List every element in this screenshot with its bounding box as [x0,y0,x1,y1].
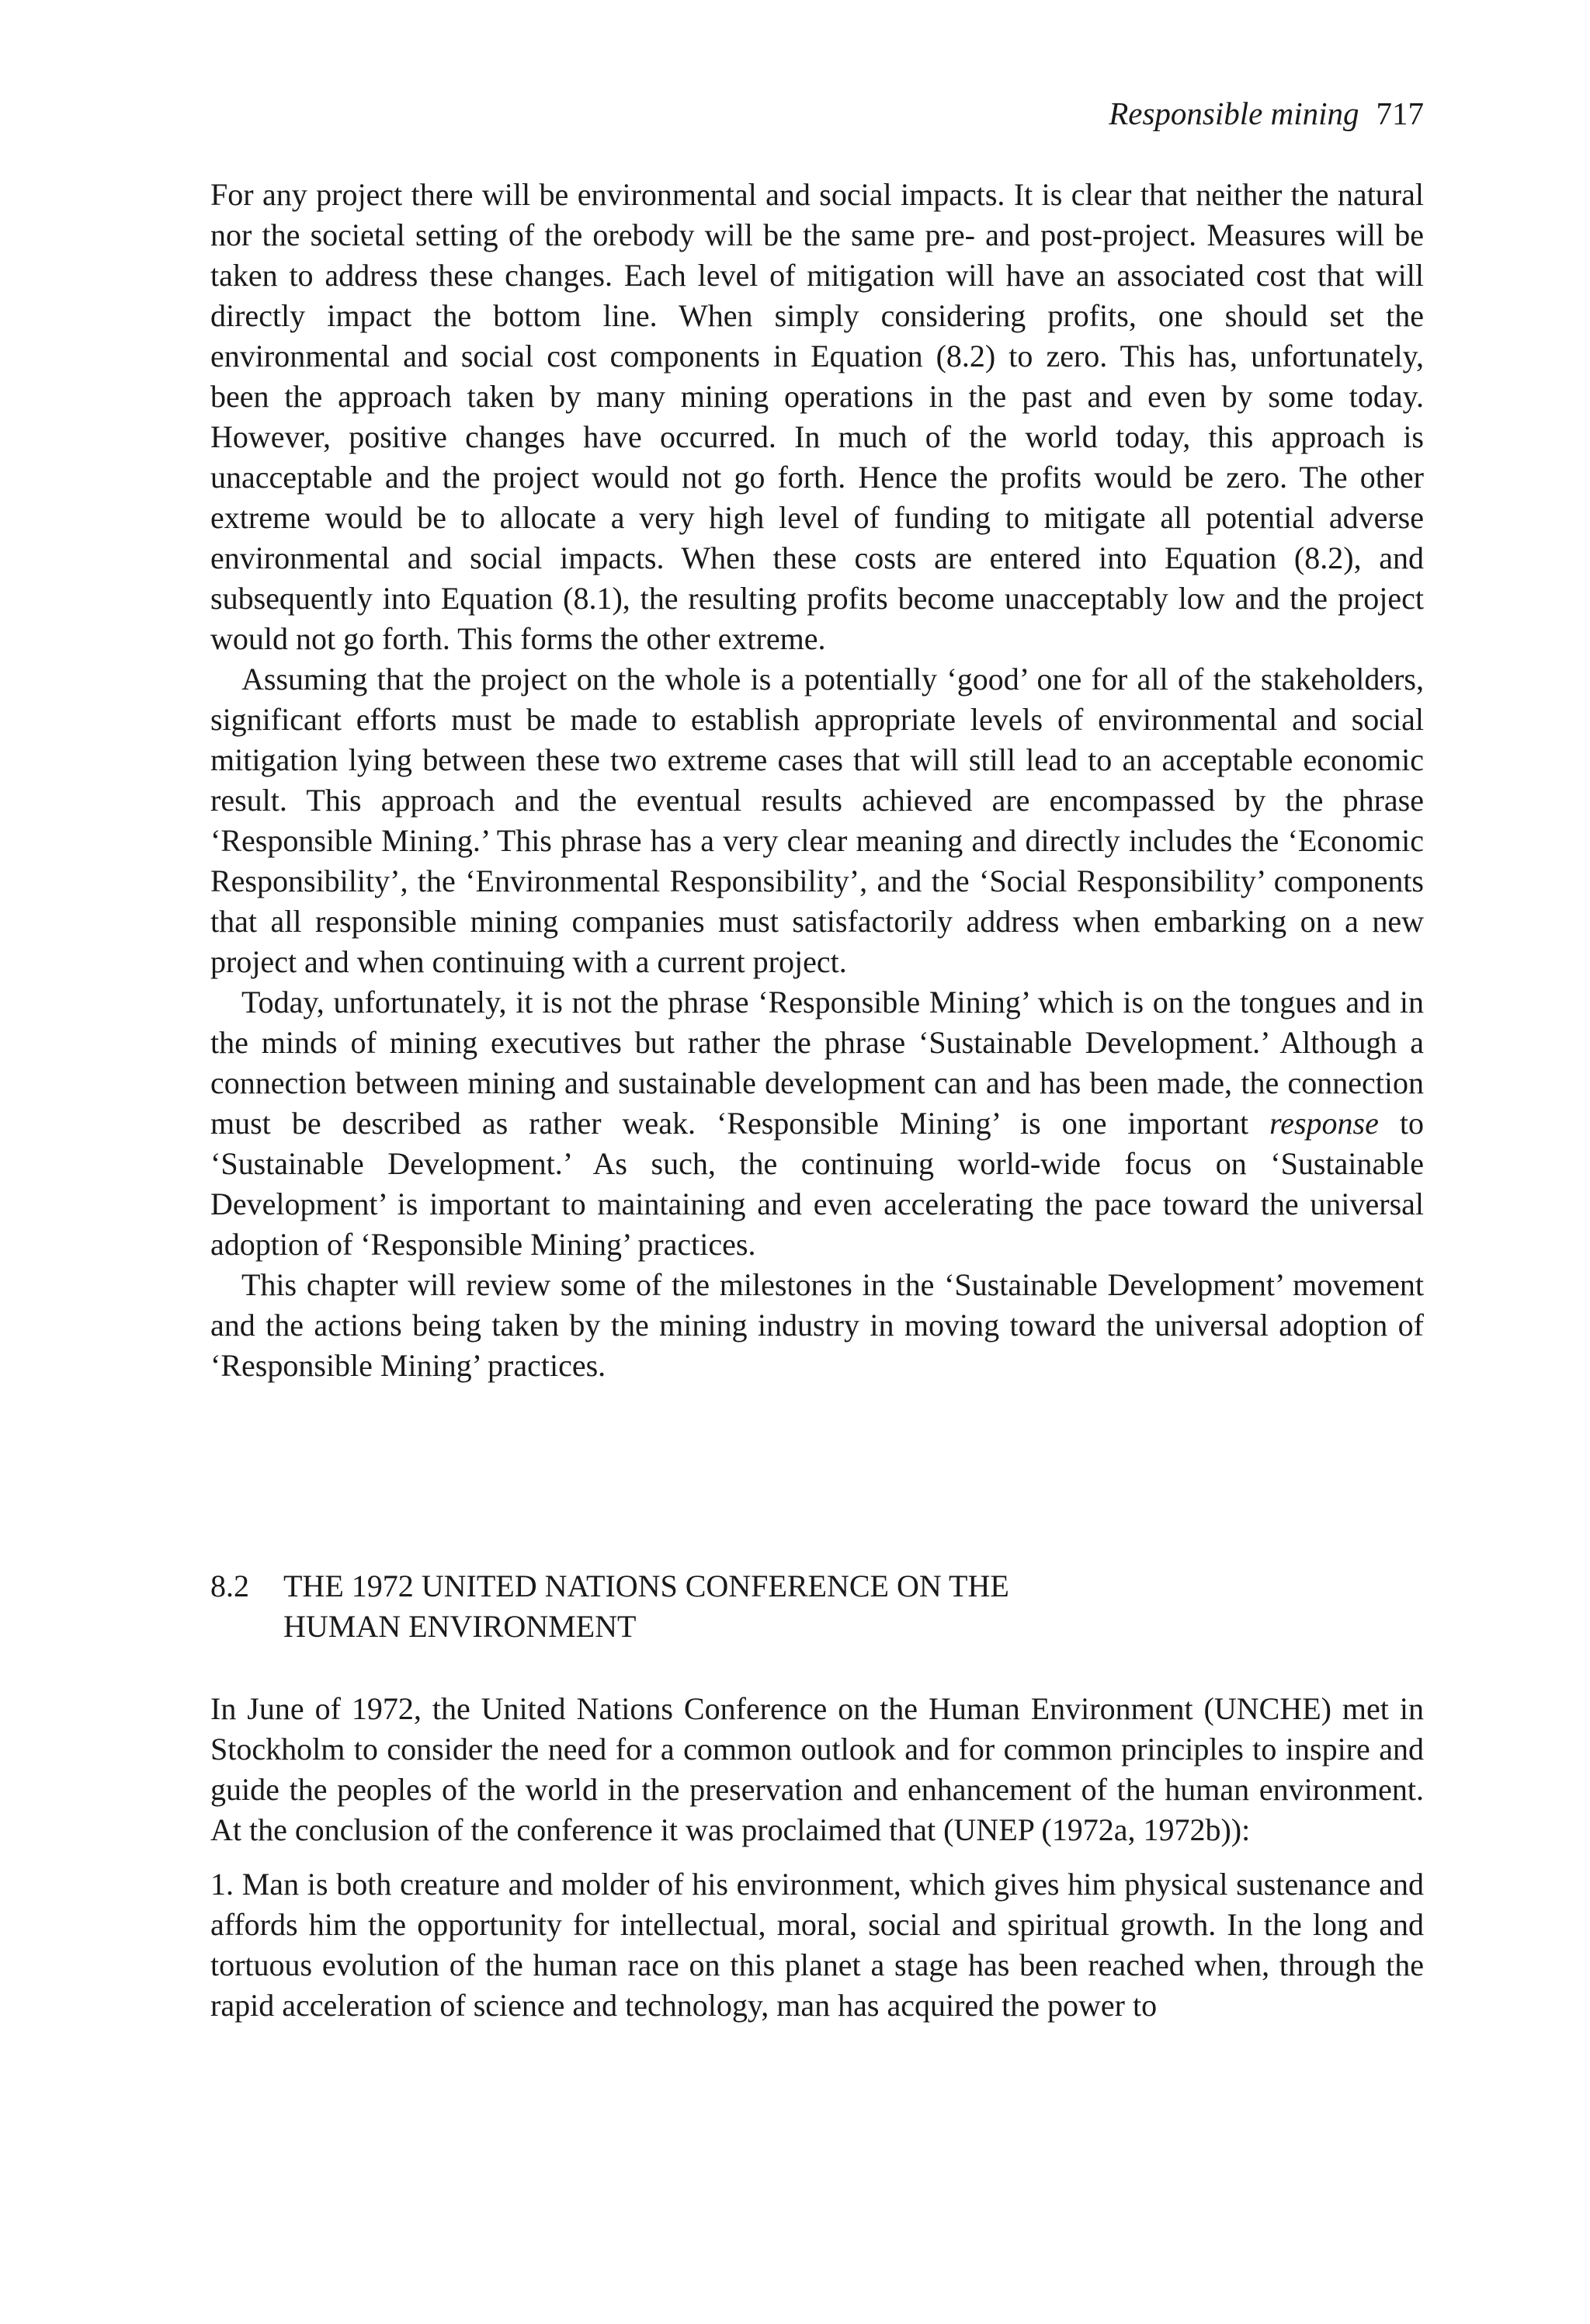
section-title-line-2: HUMAN ENVIRONMENT [283,1609,637,1644]
running-head [1109,93,1424,134]
section-title [283,1566,1424,1647]
paragraph-3-text-after: to ‘Sustainable Development.’ As such, the continuing world-wide focus on ‘Sustainable Development’ is important to maintaining and even accelerating the pace toward the universal adoption of ‘Responsible Mining’ practices. [210,1106,1424,1262]
section-number: 8.2 [210,1568,249,1603]
section-paragraph-1: In June of 1972, the United Nations Conference on the Human Environment (UNCHE) met in Stockholm to consider the need for a common outlook and for common principles to inspire and guide the peoples of the world in the preservation and enhancement of the human environment. At the conclusion of the conference it was proclaimed that (UNEP (1972a, 1972b)): [210,1691,1424,1847]
page-number: 717 [1376,96,1424,131]
paragraph-2: Assuming that the project on the whole is a potentially ‘good’ one for all of the stakeholders, significant efforts must be made to establish appropriate levels of environmental and social mitigation lying between these two extreme cases that will still lead to an acceptable economic result. This approach and the eventual results achieved are encompassed by the phrase ‘Responsible Mining.’ This phrase has a very clear meaning and directly includes the ‘Economic Responsibility’, the ‘Environmental Responsibility’, and the ‘Social Responsibility’ components that all responsible mining companies must satisfactorily address when embarking on a new project and when continuing with a current project. [210,662,1424,979]
intro-body [210,175,1424,1386]
paragraph-3-text-before: Today, unfortunately, it is not the phrase ‘Responsible Mining’ which is on the tongues and in the minds of mining executives but rather the phrase ‘Sustainable Development.’ Although a connection between mining and sustainable development can and has been made, the connection must be described as rather weak. ‘Responsible Mining’ is one important [210,985,1424,1141]
running-head-title: Responsible mining [1109,96,1359,131]
section-title-line-1: THE 1972 UNITED NATIONS CONFERENCE ON THE [283,1568,1009,1603]
section-body [210,1689,1424,2026]
section-paragraph-2: 1. Man is both creature and molder of his environment, which gives him physical sustenance and affords him the opportunity for intellectual, moral, social and spiritual growth. In the long and tortuous evolution of the human race on this planet a stage has been reached when, through the rapid acceleration of science and technology, man has acquired the power to [210,1867,1424,2023]
paragraph-3-emphasis: response [1269,1106,1379,1141]
paragraph-4: This chapter will review some of the milestones in the ‘Sustainable Development’ movement and the actions being taken by the mining industry in moving toward the universal adoption of ‘Responsible Mining’ practices. [210,1267,1424,1383]
paragraph-1: For any project there will be environmental and social impacts. It is clear that neither the natural nor the societal setting of the orebody will be the same pre- and post-project. Measures will be taken to address these changes. Each level of mitigation will have an associated cost that will directly impact the bottom line. When simply considering profits, one should set the environmental and social cost components in Equation (8.2) to zero. This has, unfortunately, been the approach taken by many mining operations in the past and even by some today. However, positive changes have occurred. In much of the world today, this approach is unacceptable and the project would not go forth. Hence the profits would be zero. The other extreme would be to allocate a very high level of funding to mitigate all potential adverse environmental and social impacts. When these costs are entered into Equation (8.2), and subsequently into Equation (8.1), the resulting profits become unacceptably low and the project would not go forth. This forms the other extreme. [210,177,1424,656]
paragraph-3 [210,982,1424,1265]
section-heading [210,1566,1424,1647]
